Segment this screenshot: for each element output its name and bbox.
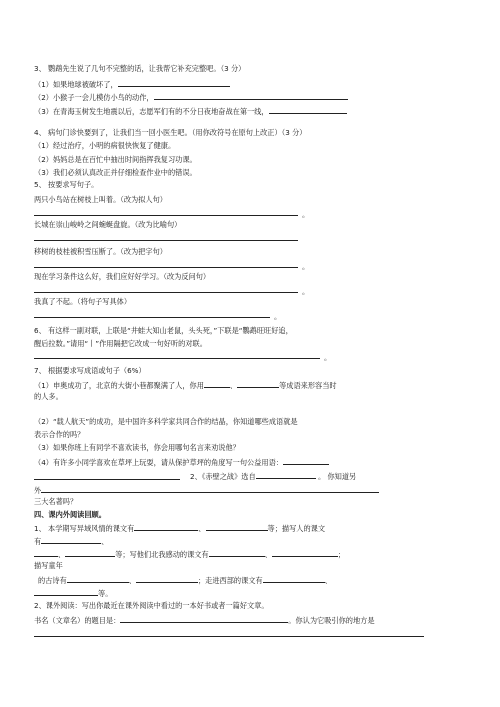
section4-q2-blank-1[interactable] [120, 614, 288, 623]
q7-item-2-cont: 表示合作的吗？ [34, 430, 85, 439]
section4-q1-blank-1[interactable] [134, 522, 198, 531]
q7-item-4-blank[interactable] [283, 456, 329, 465]
q7-item-4-answer-line[interactable] [34, 479, 180, 480]
section4-q2-line2 [34, 614, 375, 626]
section4-q1-sep-5: 、 [324, 576, 332, 585]
q6-period: 。 [324, 353, 332, 362]
q5-item-4-answer-line[interactable] [34, 292, 298, 293]
section4-q1-sep-4: 、 [128, 576, 136, 585]
section4-q1-blank-11[interactable] [34, 587, 98, 596]
q5-title: 5、 按要求写句子。 [34, 180, 99, 189]
section4-q1-line1 [34, 522, 325, 534]
q7-item-2: （2）“载人航天”的成功，是中国许多科学家共同合作的结晶，你知道哪些成语就是 [34, 417, 298, 426]
section4-q1-text-m: 等。 [98, 589, 113, 598]
q7-item-1-blank-2[interactable] [237, 379, 279, 388]
q7-item-4 [34, 456, 329, 468]
section4-q1-text-i: 的古诗有 [38, 576, 67, 585]
section4-q1-text-d: 有 [34, 537, 42, 546]
section4-q1-text-c: 等；描写人的课文 [267, 524, 326, 533]
q7-item-5-text-b: 你知道另 [327, 472, 357, 481]
section4-q2-line1: 2、课外阅读：写出你最近在课外阅读中看过的一本好书或者一篇好文章。 [34, 601, 269, 610]
section4-q1-line4: 描写童年 [34, 561, 63, 570]
q5-item-5-period: 。 [274, 312, 282, 321]
section4-q1-blank-5[interactable] [65, 548, 115, 557]
q7-item-1-blank-1[interactable] [204, 379, 230, 388]
q7-item-1-text-a: （1）申奥成功了，北京的大街小巷都聚满了人，你用 [34, 381, 204, 390]
section4-q1-blank-7[interactable] [272, 548, 338, 557]
section4-q1-line3: 、 等；写他们北我感动的课文有 、 ； [34, 548, 345, 560]
q5-item-1-answer-line[interactable] [34, 215, 298, 216]
q7-title: 7、 根据要求写成语或句子（6%） [34, 366, 146, 375]
section4-heading: 四、课内外阅读回顾。 [34, 510, 106, 519]
section4-q1-blank-6[interactable] [209, 548, 265, 557]
q3-item-1-blank[interactable] [118, 78, 230, 87]
q5-item-3-answer-line[interactable] [34, 267, 298, 268]
q4-item-2: （2）妈妈总是在百忙中抽出时间指挥我复习功课。 [34, 155, 197, 164]
section4-q1-line5 [38, 574, 332, 586]
q4-item-3: （3）我们必须认真改正并仔细检查作业中的错误。 [34, 168, 197, 177]
q7-item-5-cont [34, 484, 379, 496]
q3-item-3-blank[interactable] [269, 105, 347, 114]
section4-q1-text-k: ；走进西部的课文有 [197, 576, 263, 585]
q7-item-5-text-c: 外 [34, 486, 42, 495]
q5-item-4-period: 。 [302, 287, 310, 296]
section4-q2-answer-line[interactable] [34, 636, 424, 637]
section4-q2-text-c: 。你认为它吸引你的地方是 [288, 616, 375, 625]
section4-q1-blank-2[interactable] [206, 522, 268, 531]
section4-q1-sep-1: 、 [198, 524, 206, 533]
section4-q1-blank-3[interactable] [41, 535, 101, 544]
q5-item-1-period: 。 [302, 210, 310, 219]
q5-item-5: 我真了不起。（将句子写具体） [34, 297, 132, 306]
q3-item-2-blank[interactable] [154, 91, 348, 100]
q7-item-1-sep: 、 [229, 381, 238, 390]
section4-q1-blank-8[interactable] [67, 574, 129, 583]
q5-item-4: 现在学习条件这么好，我们应好好学习。（改为反问句） [34, 272, 211, 281]
section4-q2-text-b: 书名（文章名）的题目是： [34, 616, 121, 625]
q3-item-1 [34, 78, 230, 90]
q6-line-2: 醒后拉数。”请用“丨”作用隔把它改成一句好听的对联。 [34, 339, 207, 348]
section4-q1-blank-10[interactable] [263, 574, 325, 583]
q6-answer-line[interactable] [34, 358, 320, 359]
q7-item-5-blank[interactable] [256, 470, 316, 479]
q7-item-1-cont: 的人多。 [34, 392, 63, 401]
q3-title: 3、 鹦鹉先生说了几句不完整的话，让我帮它补充完整吧。（3 分） [34, 64, 246, 73]
q7-item-4-text: （4）有许多小同学喜欢在草坪上玩耍，请从保护草坪的角度写一句公益用语： [34, 458, 283, 467]
q5-item-1: 两只小鸟站在树枝上叫着。（改为拟人句） [34, 195, 167, 204]
section4-q1-sep-2: 、 [101, 537, 109, 546]
q5-item-2: 长城在崇山峻岭之间蜿蜒盘旋。（改为比喻句） [34, 220, 182, 229]
q3-item-1-text: （1）如果地球被破坏了， [34, 80, 118, 89]
q4-item-1: （1）经过治疗，小明的病很快恢复了健康。 [34, 141, 176, 150]
section4-q1-blank-9[interactable] [136, 574, 198, 583]
section4-q1-blank-4[interactable] [34, 548, 58, 557]
q6-line-1: 6、 有这样一副对联，上联是“井蛙大知山老鼠，头头死，”下联是“鸚鹉旺旺好追， [34, 326, 293, 335]
q3-item-2 [34, 91, 348, 103]
section4-q1-text-f: 等；写他们北我感动的课文有 [115, 550, 209, 559]
section4-q1-line6 [34, 587, 112, 599]
q7-item-1-text-c: 等成语来形容当时 [279, 381, 337, 390]
q7-item-5-end: 三大名著吗？ [34, 497, 78, 506]
q3-item-3-text: （3）在青海玉树发生地震以后，志愿军们有的不分日夜地奋战在第一线， [34, 107, 269, 116]
q7-item-5-blank-2[interactable] [41, 484, 379, 493]
q7-item-5-text-a: 2、《赤壁之战》选自 [190, 472, 256, 481]
section4-q1-sep-3: 、 [264, 550, 272, 559]
q5-item-3: 移树的枝桂被积雪压断了。（改为把字句） [34, 247, 167, 256]
q5-item-5-answer-line[interactable] [34, 317, 270, 318]
q7-item-5: 2、《赤壁之战》选自 。 你知道另 [190, 472, 357, 481]
section4-q1-line2 [34, 535, 108, 547]
q5-item-3-period: 。 [302, 262, 310, 271]
q3-item-3 [34, 105, 347, 117]
q4-title: 4、 病句门诊快要到了，让我们当一回小医生吧。（用你改符号在原句上改正）（3 分） [34, 128, 307, 137]
section4-q1-text-a: 1、 本学期写异域风情的课文有 [34, 524, 135, 533]
q3-item-2-text: （2）小猴子一会儿模仿小鸟的动作， [34, 93, 154, 102]
q7-item-1 [34, 379, 337, 391]
q7-item-3: （3）如果你班上有同学不喜欢读书，你会用哪句名言来劝说他？ [34, 443, 240, 452]
q5-item-2-answer-line[interactable] [34, 240, 298, 241]
